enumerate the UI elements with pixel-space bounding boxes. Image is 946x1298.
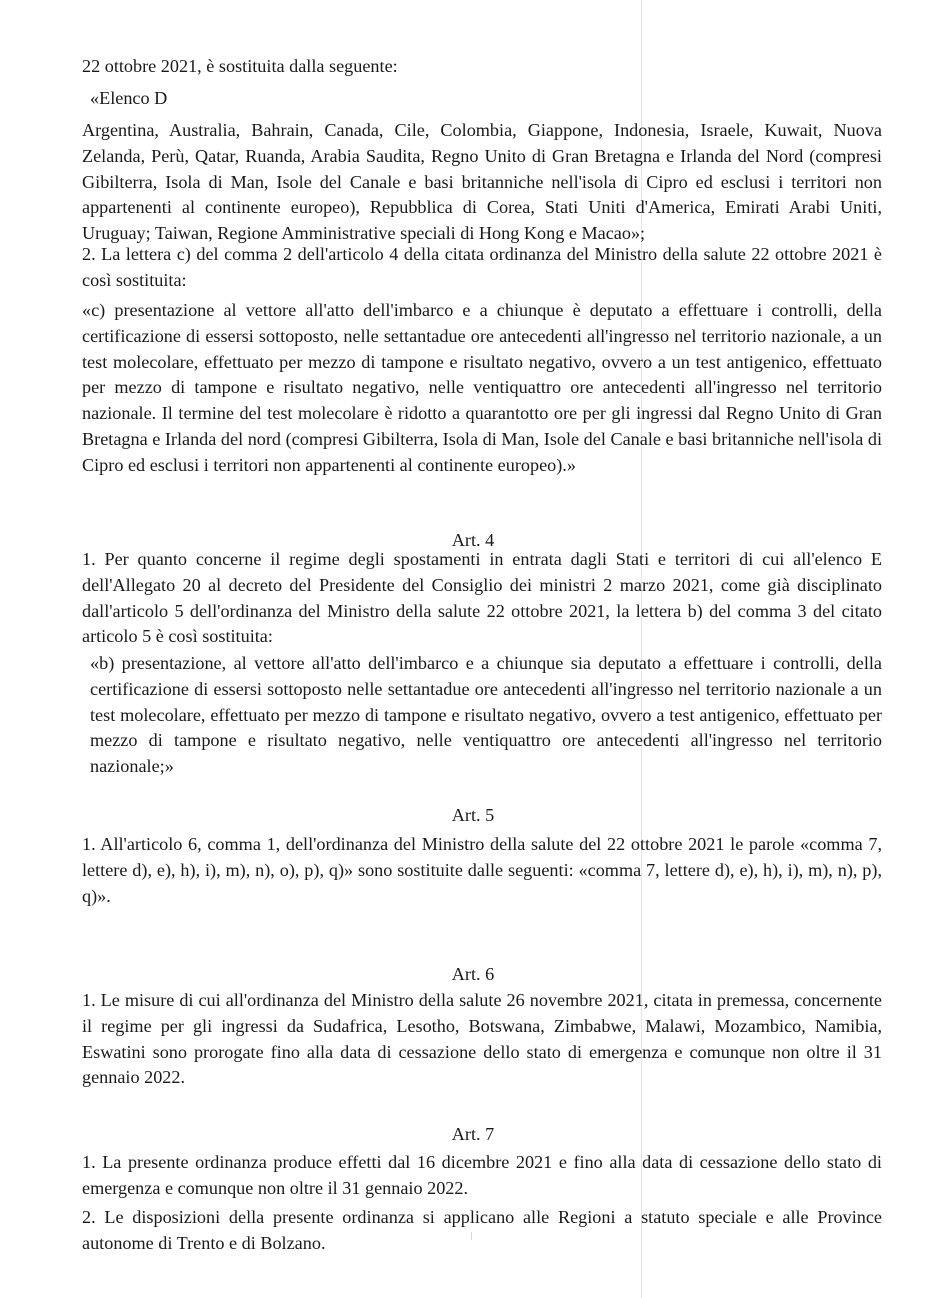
- art7-paragraph-2: 2. Le disposizioni della presente ordinanza si applicano alle Regioni a statuto speciale e alle Province autonome di Trento e di Bolzano.: [82, 1207, 882, 1253]
- art4-paragraph-1: 1. Per quanto concerne il regime degli spostamenti in entrata dagli Stati e territori di cui all'elenco E dell'Allegato 20 al decreto del Presidente del Consiglio dei ministri 2 marzo 2021, come già disciplinato dall'articolo 5 dell'ordinanza del Ministro della salute 22 ottobre 2021, la lettera b) del comma 3 del citato articolo 5 è così sostituita:: [82, 549, 882, 647]
- art4-quoted-text: «b) presentazione, al vettore all'atto dell'imbarco e a chiunque sia deputato a effettuare i controlli, della certificazione di essersi sottoposto nelle settantadue ore antecedenti all'ingresso nel territorio nazionale a un test molecolare, effettuato per mezzo di tampone e risultato negativo, ovvero a test antigenico, effettuato per mezzo di tampone e risultato negativo, nelle ventiquattro ore antecedenti all'ingresso nel territorio nazionale;»: [90, 653, 882, 777]
- art6-heading: Art. 6: [451, 964, 495, 984]
- art5-paragraph-1: 1. All'articolo 6, comma 1, dell'ordinanza del Ministro della salute del 22 ottobre 2021 le parole «comma 7, lettere d), e), h), i), m), n), o), p), q)» sono sostituite dalle seguenti: «comma 7, lettere d), e), h), i), m), n), p), q)».: [82, 834, 882, 906]
- scan-mark: [471, 1232, 475, 1240]
- art5-heading: Art. 5: [451, 805, 495, 825]
- art6-paragraph-1: 1. Le misure di cui all'ordinanza del Ministro della salute 26 novembre 2021, citata in premessa, concernente il regime per gli ingressi da Sudafrica, Lesotho, Botswana, Zimbabwe, Malawi, Mozambico, Namibia, Eswatini sono prorogate fino alla data di cessazione dello stato di emergenza e comunque non oltre il 31 gennaio 2022.: [82, 990, 882, 1088]
- elenco-countries: Argentina, Australia, Bahrain, Canada, Cile, Colombia, Giappone, Indonesia, Israele, Kuwait, Nuova Zelanda, Perù, Qatar, Ruanda, Arabia Saudita, Regno Unito di Gran Bretagna e Irlanda del Nord (compresi Gibilterra, Isola di Man, Isole del Canale e basi britanniche nell'isola di Cipro ed esclusi i territori non appartenenti al continente europeo), Repubblica di Corea, Stati Uniti d'America, Emirati Arabi Uniti, Uruguay; Taiwan, Regione Amministrative speciali di Hong Kong e Macao»;: [82, 120, 882, 244]
- art7-paragraph-1: 1. La presente ordinanza produce effetti dal 16 dicembre 2021 e fino alla data di cessazione dello stato di emergenza e comunque non oltre il 31 gennaio 2022.: [82, 1152, 882, 1198]
- elenco-title: «Elenco D: [90, 88, 168, 108]
- art4-heading: Art. 4: [451, 530, 495, 550]
- intro-line: 22 ottobre 2021, è sostituita dalla seguente:: [82, 56, 398, 76]
- art7-heading: Art. 7: [451, 1124, 495, 1144]
- art3-quoted-text: «c) presentazione al vettore all'atto dell'imbarco e a chiunque è deputato a effettuare i controlli, della certificazione di essersi sottoposto, nelle settantadue ore antecedenti all'ingresso nel territorio nazionale, a un test molecolare, effettuato per mezzo di tampone e risultato negativo, ovvero a un test antigenico, effettuato per mezzo di tampone e risultato negativo, nelle ventiquattro ore antecedenti all'ingresso nel territorio nazionale. Il termine del test molecolare è ridotto a quarantotto ore per gli ingressi dal Regno Unito di Gran Bretagna e Irlanda del nord (compresi Gibilterra, Isola di Man, Isole del Canale e basi britanniche nell'isola di Cipro ed esclusi i territori non appartenenti al continente europeo).»: [82, 300, 882, 475]
- art3-paragraph-2: 2. La lettera c) del comma 2 dell'articolo 4 della citata ordinanza del Ministro della salute 22 ottobre 2021 è così sostituita:: [82, 244, 882, 290]
